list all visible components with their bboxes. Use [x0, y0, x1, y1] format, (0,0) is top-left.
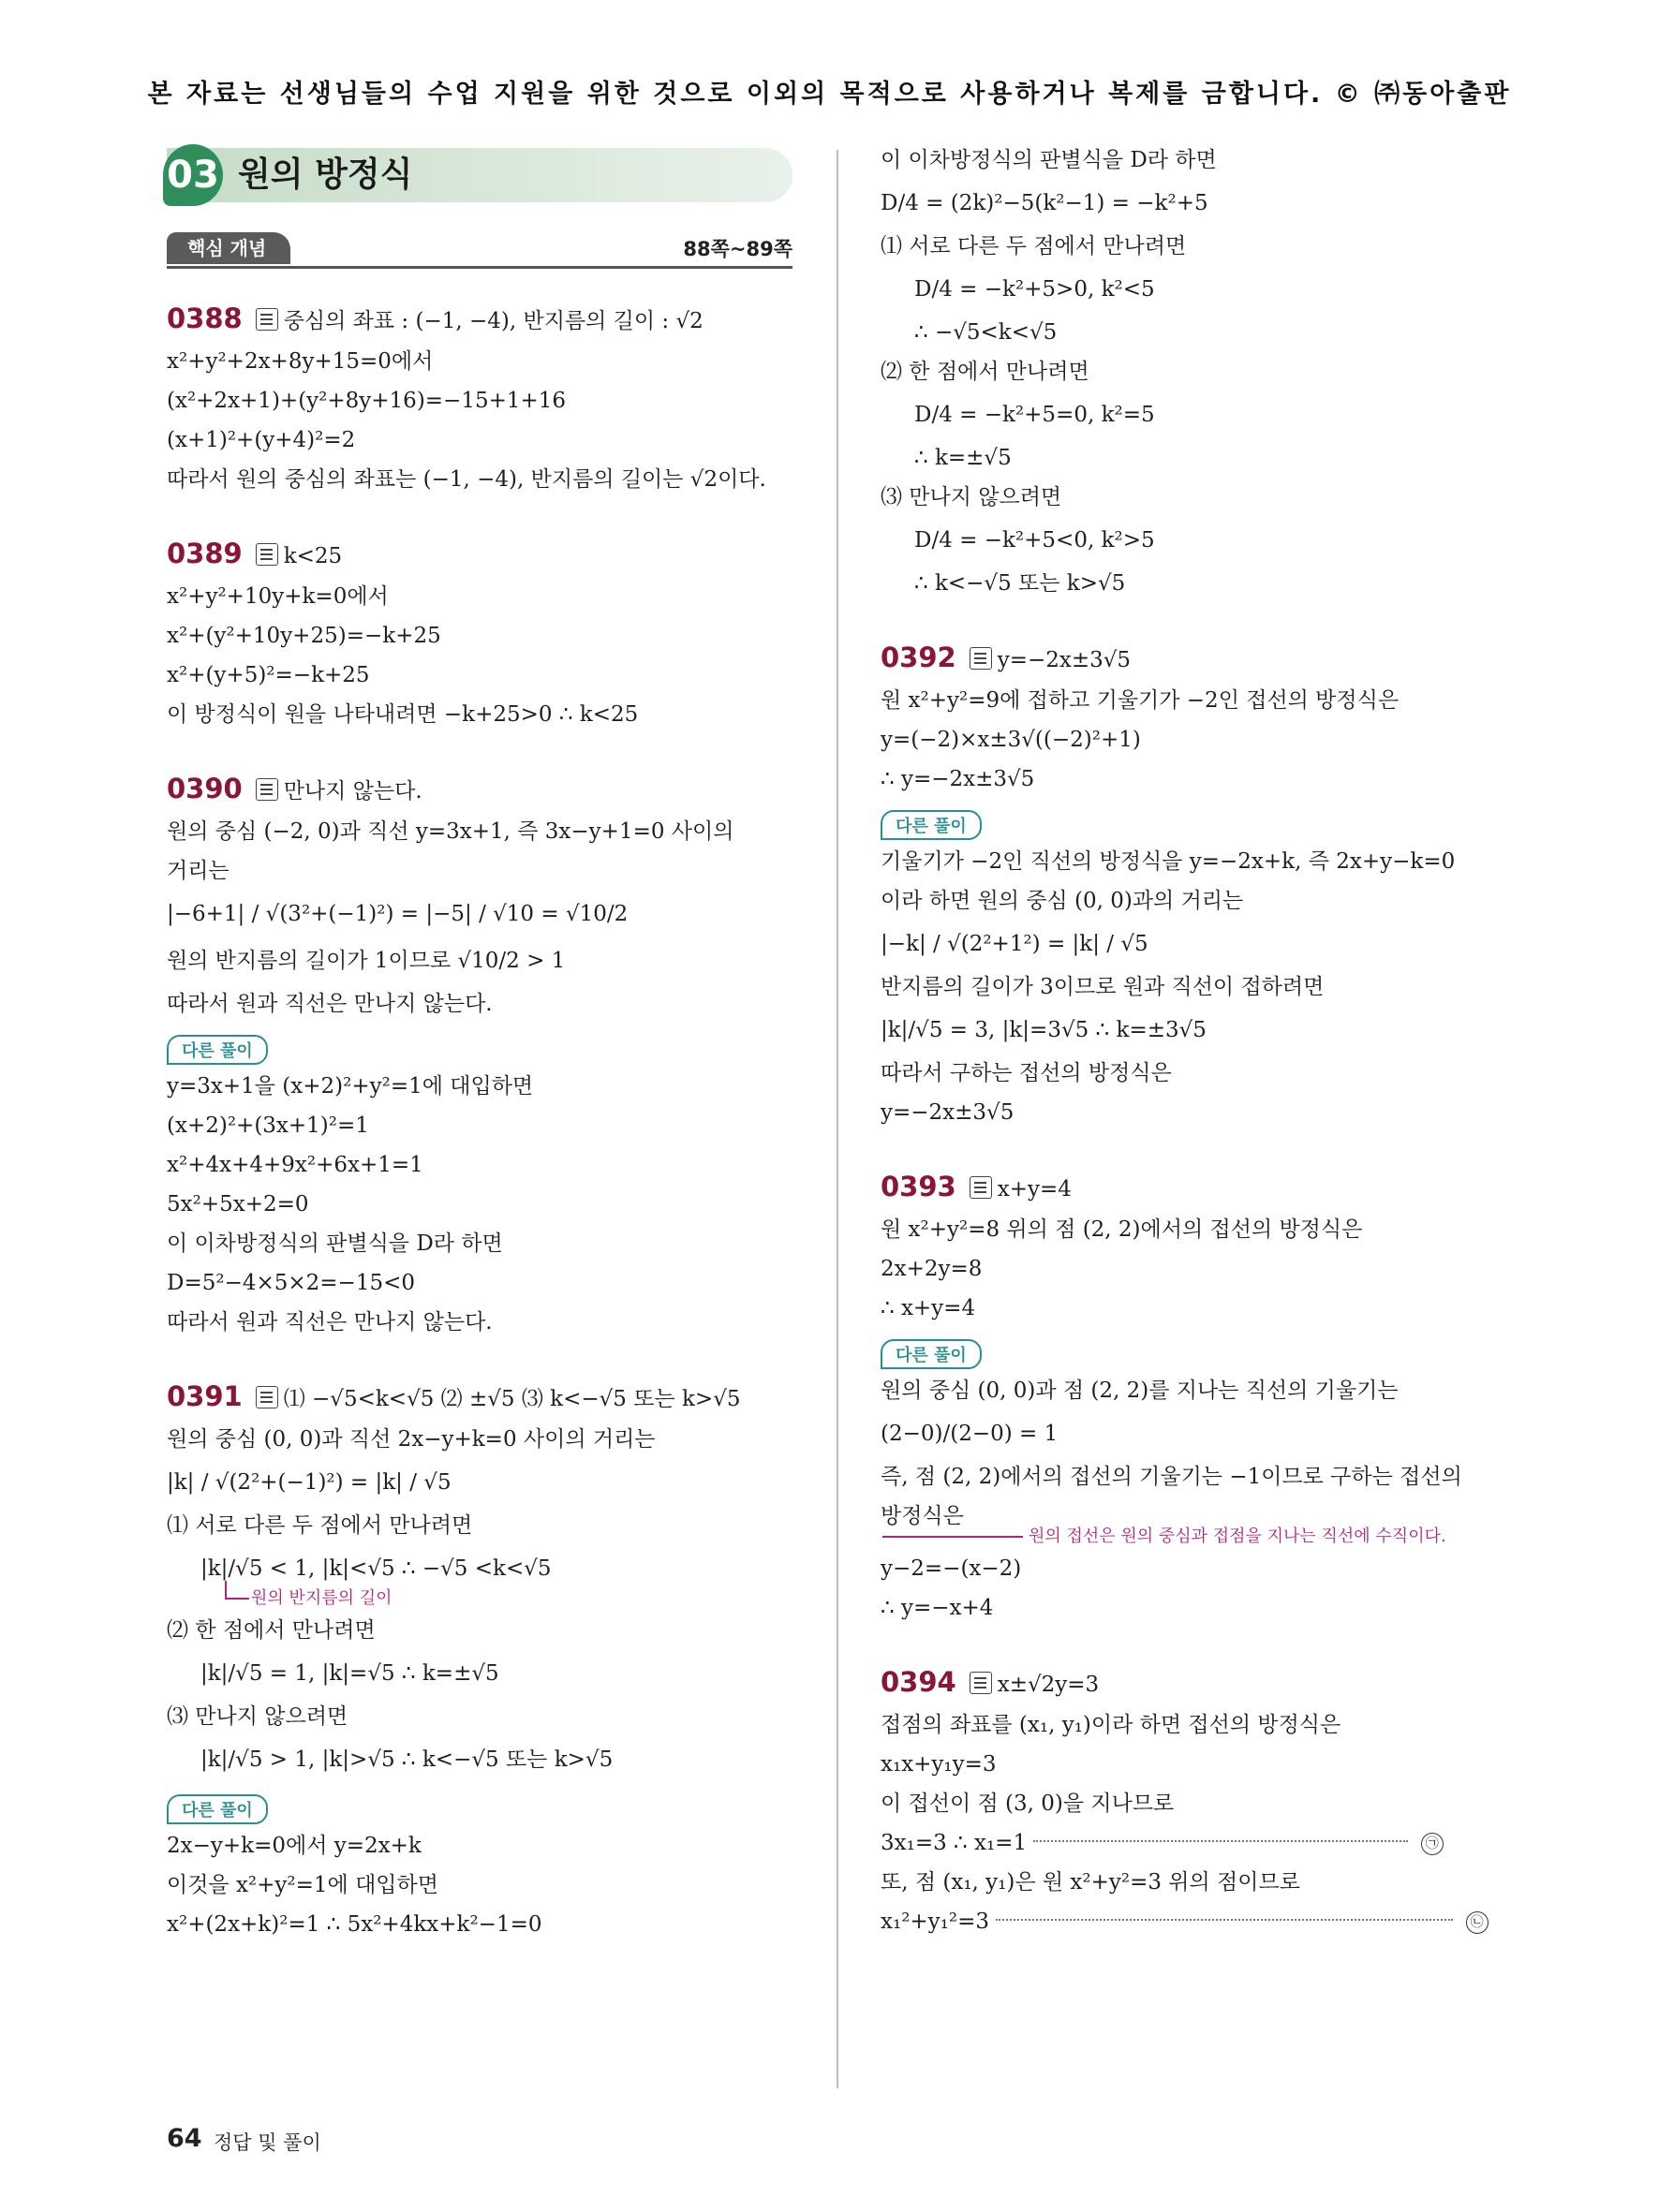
equation-text: x₁²+y₁²=3: [881, 1910, 990, 1934]
problem-number: 0389: [167, 538, 243, 569]
equation-text: 3x₁=3 ∴ x₁=1: [881, 1831, 1028, 1855]
problem-number: 0393: [881, 1171, 956, 1202]
solution-line: (x+1)²+(y+4)²=2: [167, 428, 356, 452]
solution-line: 원 x²+y²=9에 접하고 기울기가 −2인 접선의 방정식은: [881, 688, 1400, 713]
solution-line: x²+(y²+10y+25)=−k+25: [167, 624, 441, 648]
answer-icon: [256, 543, 278, 566]
alt-solution-line: |−k| / √(2²+1²) = |k| / √5: [881, 932, 1148, 956]
alt-solution-line: D/4 = (2k)²−5(k²−1) = −k²+5: [881, 191, 1208, 215]
solution-line: x₁x+y₁y=3: [881, 1752, 997, 1777]
alt-solution-line: y−2=−(x−2): [881, 1556, 1022, 1581]
alt-solution-line: ⑵ 한 점에서 만나려면: [881, 360, 1089, 384]
concept-label: 핵심 개념: [167, 232, 290, 264]
solution-line: x²+y²+10y+k=0에서: [167, 584, 389, 609]
alt-solution-line: ∴ −√5<k<√5: [914, 320, 1058, 345]
answer-icon: [256, 1386, 278, 1408]
copyright-notice: 본 자료는 선생님들의 수업 지원을 위한 것으로 이외의 목적으로 사용하거나 복제를 금합니다. © ㈜동아출판: [147, 80, 1512, 109]
problem-number: 0388: [167, 302, 243, 334]
problem-answer: 중심의 좌표 : (−1, −4), 반지름의 길이 : √2: [283, 309, 704, 333]
alt-solution-line: ⑶ 만나지 않으려면: [881, 485, 1062, 509]
alt-solution-line: ∴ k=±√5: [914, 446, 1012, 470]
answer-icon: [256, 308, 278, 331]
problem-number: 0391: [167, 1380, 243, 1412]
problem-0393-header: [881, 1166, 1508, 1210]
alt-solution-badge: 다른 풀이: [881, 810, 982, 840]
alt-solution-line: 따라서 원과 직선은 만나지 않는다.: [167, 1310, 493, 1335]
solution-line: [881, 1902, 1508, 1941]
solution-line: x²+(y+5)²=−k+25: [167, 663, 370, 687]
solution-line: |k| / √(2²+(−1)²) = |k| / √5: [167, 1470, 452, 1495]
solution-line: ∴ x+y=4: [881, 1296, 976, 1320]
problem-answer: y=−2x±3√5: [997, 648, 1132, 672]
column-divider: [837, 150, 838, 2088]
alt-solution-line: 이 이차방정식의 판별식을 D라 하면: [167, 1231, 503, 1256]
problem-number: 0390: [167, 773, 243, 804]
section-banner: [167, 148, 792, 202]
alt-solution-line: 기울기가 −2인 직선의 방정식을 y=−2x+k, 즉 2x+y−k=0: [881, 849, 1456, 874]
tangent-note: 원의 접선은 원의 중심과 접점을 지나는 직선에 수직이다.: [881, 1525, 1508, 1549]
alt-solution-line: 2x−y+k=0에서 y=2x+k: [167, 1834, 422, 1858]
alt-solution-line: x²+4x+4+9x²+6x+1=1: [167, 1153, 423, 1177]
problem-answer: ⑴ −√5<k<√5 ⑵ ±√5 ⑶ k<−√5 또는 k>√5: [283, 1387, 741, 1411]
solution-line: 이 접선이 점 (3, 0)을 지나므로: [881, 1792, 1175, 1816]
solution-line: 원의 반지름의 길이가 1이므로 √10/2 > 1: [167, 949, 566, 973]
solution-line: ⑴ 서로 다른 두 점에서 만나려면: [167, 1513, 473, 1538]
answer-icon: [256, 778, 278, 801]
solution-line: 따라서 원과 직선은 만나지 않는다.: [167, 992, 493, 1016]
solution-line: y=(−2)×x±3√((−2)²+1): [881, 728, 1141, 752]
alt-solution-line: x²+(2x+k)²=1 ∴ 5x²+4kx+k²−1=0: [167, 1912, 542, 1937]
alt-solution-line: ∴ k<−√5 또는 k>√5: [914, 571, 1126, 596]
problem-0392-header: [881, 637, 1508, 681]
alt-solution-line: 원의 중심 (0, 0)과 점 (2, 2)를 지나는 직선의 기울기는: [881, 1379, 1399, 1403]
solution-line: 거리는: [167, 859, 230, 883]
alt-solution-line: 이라 하면 원의 중심 (0, 0)과의 거리는: [881, 889, 1244, 913]
solution-line: ∴ y=−2x±3√5: [881, 767, 1035, 791]
solution-line: 원 x²+y²=8 위의 점 (2, 2)에서의 접선의 방정식은: [881, 1217, 1363, 1242]
answer-icon: [970, 1672, 992, 1694]
section-title: 원의 방정식: [238, 155, 413, 194]
problem-0391-header: [167, 1376, 792, 1420]
solution-line: 원의 중심 (−2, 0)과 직선 y=3x+1, 즉 3x−y+1=0 사이의: [167, 819, 734, 844]
problem-0388-header: [167, 298, 792, 342]
problem-0394-header: [881, 1661, 1508, 1705]
concept-pages: 88쪽~89쪽: [683, 238, 792, 260]
problem-number: 0394: [881, 1666, 956, 1698]
alt-solution-line: 이 이차방정식의 판별식을 D라 하면: [881, 148, 1217, 172]
right-column: [881, 140, 1508, 1941]
solution-line: 따라서 원의 중심의 좌표는 (−1, −4), 반지름의 길이는 √2이다.: [167, 467, 766, 492]
alt-solution-line: 5x²+5x+2=0: [167, 1192, 309, 1217]
solution-line: 원의 중심 (0, 0)과 직선 2x−y+k=0 사이의 거리는: [167, 1427, 656, 1452]
solution-line: |k|/√5 > 1, |k|>√5 ∴ k<−√5 또는 k>√5: [200, 1747, 614, 1772]
solution-line: 또, 점 (x₁, y₁)은 원 x²+y²=3 위의 점이므로: [881, 1870, 1300, 1895]
alt-solution-line: D=5²−4×5×2=−15<0: [167, 1271, 415, 1295]
solution-line: ⑵ 한 점에서 만나려면: [167, 1618, 376, 1643]
alt-solution-badge: 다른 풀이: [881, 1339, 982, 1369]
leader-dots: [1033, 1840, 1408, 1842]
alt-solution-line: (2−0)/(2−0) = 1: [881, 1422, 1059, 1446]
leader-dots: [996, 1919, 1453, 1921]
solution-line: 이 방정식이 원을 나타내려면 −k+25>0 ∴ k<25: [167, 702, 639, 727]
alt-solution-line: ⑴ 서로 다른 두 점에서 만나려면: [881, 234, 1187, 258]
alt-solution-line: 이것을 x²+y²=1에 대입하면: [167, 1873, 438, 1897]
problem-number: 0392: [881, 641, 956, 673]
equation-marker: ㉡: [1466, 1911, 1489, 1934]
alt-solution-line: y=−2x±3√5: [881, 1100, 1015, 1125]
problem-0390-header: [167, 768, 792, 812]
problem-0389-header: [167, 533, 792, 577]
problem-answer: x±√2y=3: [997, 1673, 1100, 1697]
alt-solution-line: D/4 = −k²+5>0, k²<5: [914, 277, 1155, 302]
radius-note: 원의 반지름의 길이: [167, 1586, 792, 1611]
alt-solution-line: y=3x+1을 (x+2)²+y²=1에 대입하면: [167, 1074, 534, 1099]
alt-solution-badge: 다른 풀이: [167, 1794, 268, 1824]
alt-solution-line: 따라서 구하는 접선의 방정식은: [881, 1061, 1172, 1085]
solution-line: |k|/√5 = 1, |k|=√5 ∴ k=±√5: [200, 1661, 499, 1686]
alt-solution-line: D/4 = −k²+5=0, k²=5: [914, 403, 1155, 427]
page-number: 64: [167, 2124, 202, 2153]
equation-marker: ㉠: [1421, 1833, 1444, 1855]
alt-solution-line: 방정식은: [881, 1504, 964, 1528]
concept-header: [167, 232, 792, 269]
alt-solution-line: ∴ y=−x+4: [881, 1596, 994, 1620]
solution-line: |k|/√5 < 1, |k|<√5 ∴ −√5 <k<√5: [200, 1556, 552, 1581]
alt-solution-line: 즉, 점 (2, 2)에서의 접선의 기울기는 −1이므로 구하는 접선의: [881, 1465, 1462, 1489]
alt-solution-line: 반지름의 길이가 3이므로 원과 직선이 접하려면: [881, 975, 1325, 999]
solution-line: (x²+2x+1)+(y²+8y+16)=−15+1+16: [167, 389, 567, 413]
solution-line: 접점의 좌표를 (x₁, y₁)이라 하면 접선의 방정식은: [881, 1713, 1341, 1737]
alt-solution-line: |k|/√5 = 3, |k|=3√5 ∴ k=±3√5: [881, 1018, 1207, 1042]
solution-line: [881, 1823, 1508, 1863]
footer-label: 정답 및 풀이: [214, 2131, 321, 2154]
solution-line: x²+y²+2x+8y+15=0에서: [167, 349, 434, 374]
alt-solution-line: D/4 = −k²+5<0, k²>5: [914, 528, 1155, 553]
problem-answer: 만나지 않는다.: [283, 779, 422, 804]
solution-line: |−6+1| / √(3²+(−1)²) = |−5| / √10 = √10/2: [167, 902, 629, 926]
solution-line: ⑶ 만나지 않으려면: [167, 1704, 348, 1729]
alt-solution-badge: 다른 풀이: [167, 1035, 268, 1065]
answer-icon: [970, 1176, 992, 1199]
solution-line: 2x+2y=8: [881, 1257, 983, 1281]
alt-solution-line: (x+2)²+(3x+1)²=1: [167, 1113, 369, 1138]
problem-answer: k<25: [283, 544, 343, 568]
left-column: [167, 298, 792, 1944]
answer-icon: [970, 647, 992, 670]
problem-answer: x+y=4: [997, 1177, 1072, 1202]
section-number: 03: [163, 144, 223, 206]
